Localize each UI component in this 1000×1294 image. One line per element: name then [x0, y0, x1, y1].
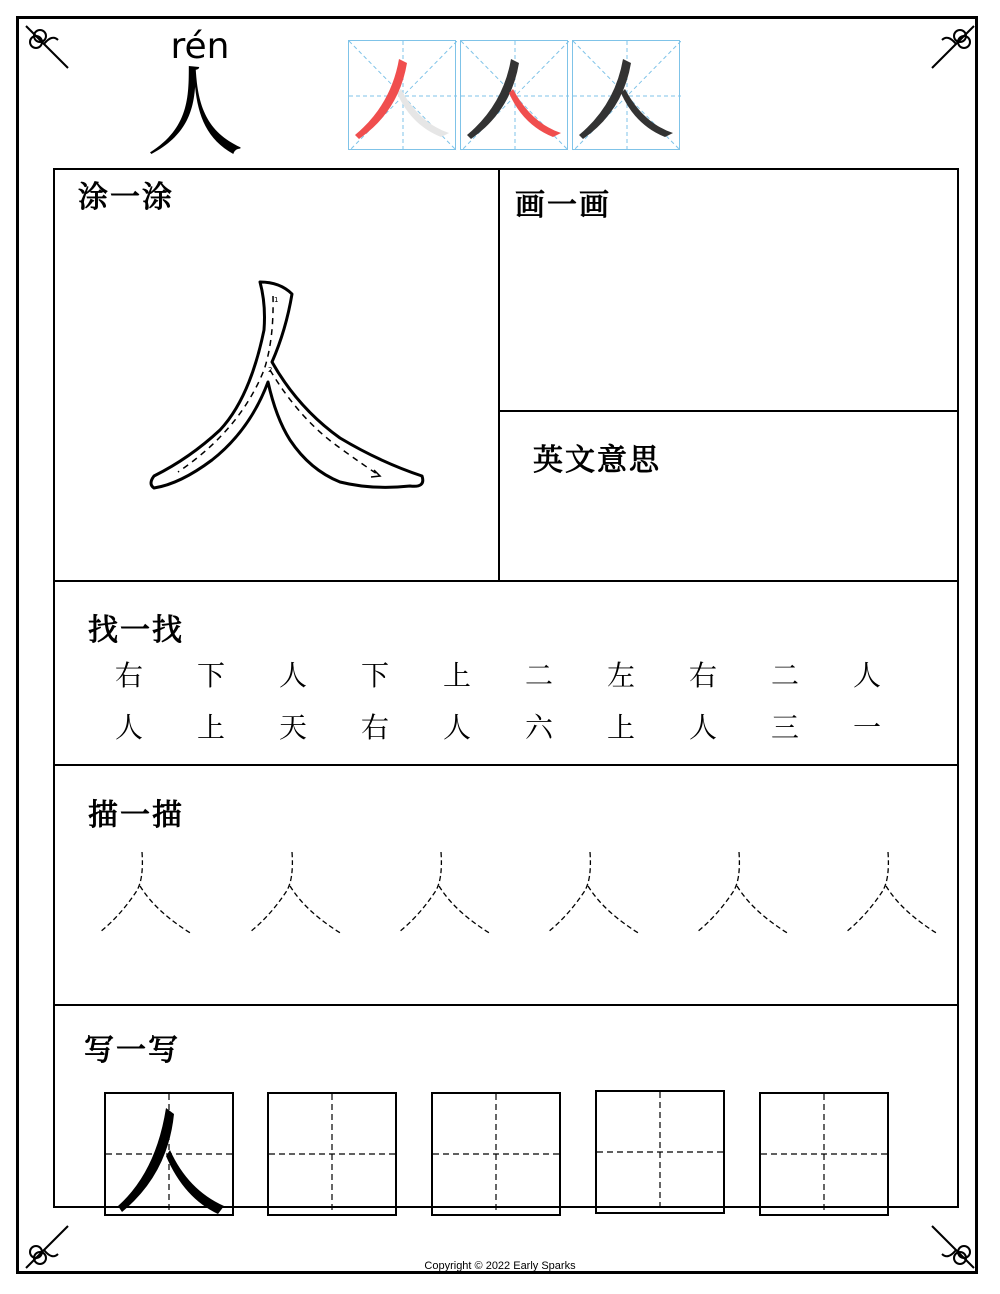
- section-title-trace: 描一描: [88, 798, 184, 833]
- stroke-order-step-1: [348, 40, 456, 150]
- find-character[interactable]: 一: [852, 711, 881, 744]
- divider: [498, 168, 500, 582]
- find-character[interactable]: 右: [114, 659, 143, 692]
- svg-text:2: 2: [268, 366, 273, 374]
- svg-text:1: 1: [274, 296, 279, 304]
- write-box[interactable]: [431, 1092, 561, 1216]
- corner-ornament-icon: [928, 22, 978, 72]
- find-row-2: [88, 706, 908, 746]
- divider: [53, 764, 959, 766]
- write-box[interactable]: [267, 1092, 397, 1216]
- find-character[interactable]: 人: [852, 659, 881, 692]
- divider: [53, 580, 959, 582]
- trace-character[interactable]: [544, 850, 644, 940]
- section-title-draw: 画一画: [515, 188, 611, 223]
- find-character[interactable]: 右: [360, 711, 389, 744]
- corner-ornament-icon: [22, 22, 72, 72]
- divider: [498, 410, 959, 412]
- stroke-order-step-3: [572, 40, 680, 150]
- find-character[interactable]: 人: [114, 711, 143, 744]
- trace-character[interactable]: [693, 850, 793, 940]
- trace-character[interactable]: [395, 850, 495, 940]
- write-box[interactable]: [595, 1090, 725, 1214]
- copyright-text: Copyright © 2022 Early Sparks: [424, 1260, 576, 1272]
- find-row-1: [88, 654, 908, 694]
- trace-character[interactable]: [842, 850, 942, 940]
- trace-character[interactable]: [246, 850, 346, 940]
- find-character[interactable]: 人: [442, 711, 471, 744]
- find-character[interactable]: 上: [442, 659, 471, 692]
- pinyin-label: rén: [170, 26, 230, 67]
- find-character[interactable]: 上: [196, 711, 225, 744]
- find-character[interactable]: 二: [524, 659, 553, 692]
- write-box[interactable]: [759, 1092, 889, 1216]
- trace-character[interactable]: [96, 850, 196, 940]
- find-character[interactable]: 左: [606, 659, 635, 692]
- find-character[interactable]: 下: [360, 659, 389, 692]
- drawing-area[interactable]: [502, 220, 954, 406]
- find-character[interactable]: 六: [524, 711, 553, 744]
- coloring-character-outline[interactable]: [140, 270, 440, 500]
- find-character[interactable]: 右: [688, 659, 717, 692]
- meaning-answer-area[interactable]: [502, 480, 954, 576]
- find-character[interactable]: 人: [688, 711, 717, 744]
- find-character[interactable]: 二: [770, 659, 799, 692]
- write-box-example: [104, 1092, 234, 1216]
- find-character[interactable]: 上: [606, 711, 635, 744]
- find-character[interactable]: 天: [278, 711, 307, 744]
- section-title-find: 找一找: [88, 613, 184, 648]
- stroke-order-step-2: [460, 40, 568, 150]
- main-character: 人: [145, 56, 244, 170]
- section-title-write: 写一写: [84, 1033, 180, 1068]
- divider: [53, 1004, 959, 1006]
- section-title-color: 涂一涂: [78, 180, 174, 215]
- find-character[interactable]: 人: [278, 659, 307, 692]
- find-character[interactable]: 三: [770, 711, 799, 744]
- section-title-meaning: 英文意思: [533, 443, 661, 478]
- find-character[interactable]: 下: [196, 659, 225, 692]
